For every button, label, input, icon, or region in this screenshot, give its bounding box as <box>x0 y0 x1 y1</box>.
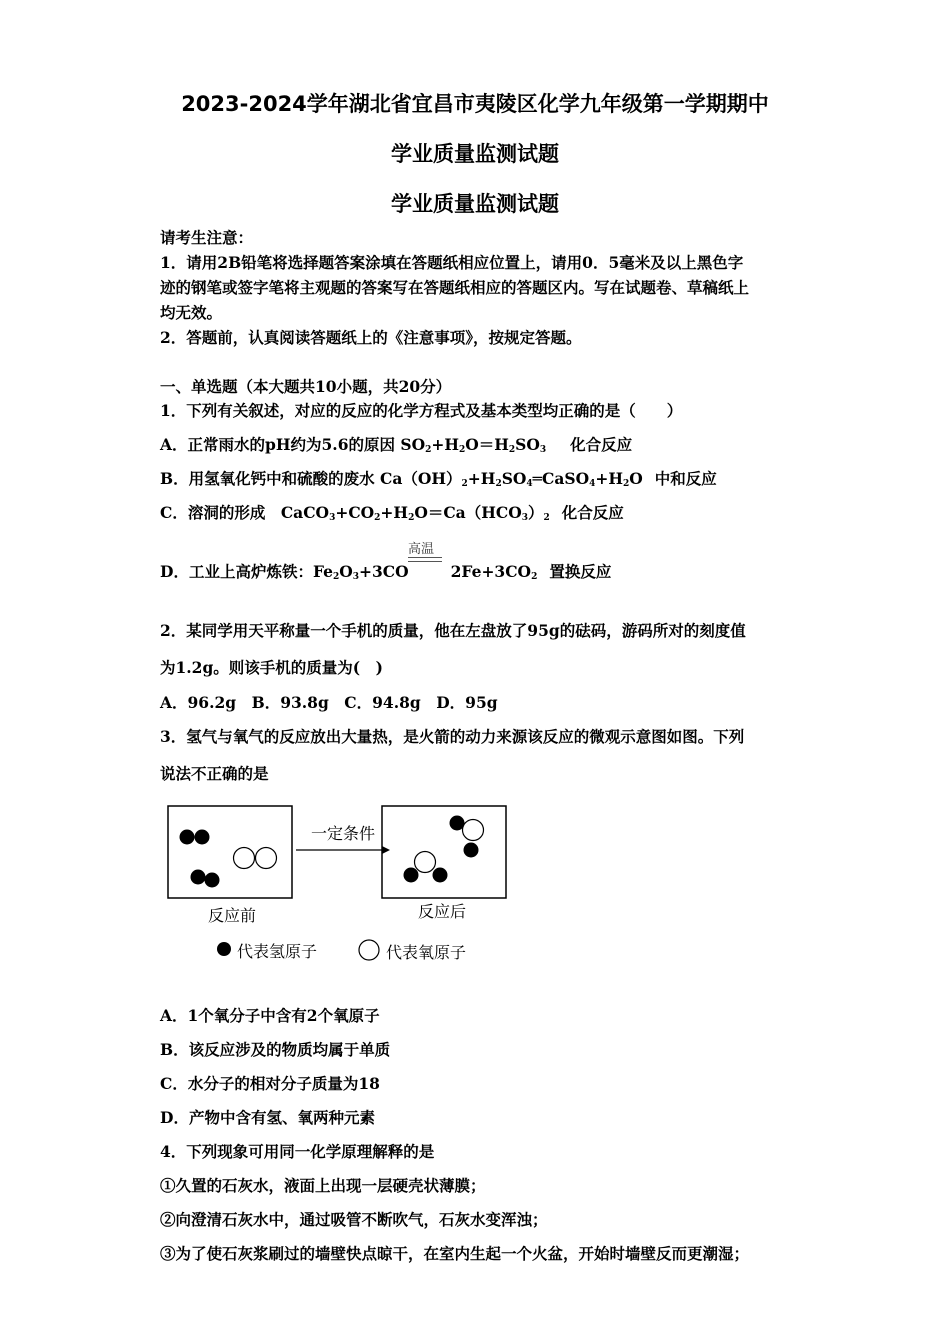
q2-line1: 2．某同学用天平称量一个手机的质量，他在左盘放了95g的砝码，游码所对的刻度值 <box>160 621 746 640</box>
subscript: 3 <box>352 572 360 582</box>
q1-d-part: 2Fe+3CO <box>450 562 532 581</box>
q1-c-type: 化合反应 <box>561 503 624 522</box>
notice-item1-line1: 1．请用2B铅笔将选择题答案涂填在答题纸相应位置上，请用0．5毫米及以上黑色字 <box>160 253 744 272</box>
q1-b-part: ═CaSO <box>532 469 590 488</box>
subscript: 4 <box>526 479 533 489</box>
q1-c-part: ） <box>527 503 544 522</box>
section-heading: 一、单选题（本大题共10小题，共20分） <box>160 377 452 396</box>
subscript: 2 <box>425 445 432 455</box>
q2-options: A．96.2g B．93.8g C．94.8g D．95g <box>160 693 498 712</box>
q3-option-b: B．该反应涉及的物质均属于单质 <box>160 1040 391 1059</box>
hydrogen-atom <box>404 868 419 883</box>
arrow-label: 一定条件 <box>310 824 376 843</box>
hydrogen-atom <box>450 816 465 831</box>
legend-hydrogen: 代表氢原子 <box>237 942 318 961</box>
q1-d-type: 置换反应 <box>549 562 612 581</box>
oxygen-atom <box>415 852 436 873</box>
q1-d-part: O <box>339 562 353 581</box>
after-box <box>382 806 506 898</box>
q4-item3: ③为了使石灰浆刷过的墙壁快点晾干，在室内生起一个火盆，开始时墙壁反而更潮湿； <box>160 1244 750 1263</box>
q1-option-b <box>160 469 717 489</box>
arrow-head <box>382 846 390 854</box>
q3-option-c: C．水分子的相对分子质量为18 <box>160 1074 380 1093</box>
hydrogen-atom <box>180 830 195 845</box>
subscript: 3 <box>329 513 336 523</box>
subscript: 2 <box>408 513 415 523</box>
q1-b-part: O <box>629 469 643 488</box>
subscript: 4 <box>589 479 596 489</box>
hydrogen-atom <box>464 843 479 858</box>
oxygen-atom <box>256 848 277 869</box>
legend-oxygen: 代表氧原子 <box>386 943 467 962</box>
subscript: 2 <box>623 479 630 489</box>
before-label: 反应前 <box>207 906 257 925</box>
q1-b-part: SO <box>501 469 527 488</box>
q1-b-part: +H <box>467 469 496 488</box>
oxygen-atom <box>463 820 484 841</box>
exam-title-line1: 2023-2024学年湖北省宜昌市夷陵区化学九年级第一学期期中 <box>181 92 769 116</box>
q1-option-c <box>160 503 624 523</box>
q1-b-text: B．用氢氧化钙中和硫酸的废水 Ca（OH） <box>160 469 462 488</box>
q1-option-d <box>160 562 611 582</box>
q1-c-part: +CO <box>335 503 375 522</box>
reaction-micro-diagram <box>160 800 540 980</box>
oxygen-legend-icon <box>359 940 379 960</box>
subscript: 2 <box>461 479 468 489</box>
q1-d-text: D．工业上高炉炼铁：Fe <box>160 562 333 581</box>
reaction-condition: 高温 <box>408 542 435 557</box>
subscript: 3 <box>539 445 547 455</box>
subscript: 2 <box>508 445 516 455</box>
q3-line1: 3．氢气与氧气的反应放出大量热，是火箭的动力来源该反应的微观示意图如图。下列 <box>160 727 745 746</box>
hydrogen-atom <box>433 868 448 883</box>
subscript: 3 <box>521 513 528 523</box>
q3-line2: 说法不正确的是 <box>160 764 269 783</box>
q1-c-text: C．溶洞的形成 CaCO <box>160 503 330 522</box>
q1-a-type: 化合反应 <box>570 435 633 454</box>
q3-option-d: D．产物中含有氢、氧两种元素 <box>160 1108 375 1127</box>
subscript: 2 <box>332 572 340 582</box>
after-label: 反应后 <box>417 902 467 921</box>
q4-stem: 4．下列现象可用同一化学原理解释的是 <box>160 1142 435 1161</box>
notice-heading: 请考生注意： <box>160 228 254 247</box>
q1-c-part: +H <box>380 503 409 522</box>
notice-item1-line2: 迹的钢笔或签字笔将主观题的答案写在答题纸相应的答题区内。写在试题卷、草稿纸上 <box>160 278 750 297</box>
notice-item2: 2．答题前，认真阅读答题纸上的《注意事项》，按规定答题。 <box>160 328 582 347</box>
hydrogen-legend-icon <box>217 942 231 956</box>
q1-b-type: 中和反应 <box>654 469 717 488</box>
q1-a-part: O＝H <box>465 435 509 454</box>
exam-title-line2: 学业质量监测试题 <box>391 142 559 166</box>
notice-item1-line3: 均无效。 <box>160 303 223 322</box>
q1-a-text: A．正常雨水的pH约为5.6的原因 SO <box>160 435 426 454</box>
hydrogen-atom <box>191 870 206 885</box>
q4-item2: ②向澄清石灰水中，通过吸管不断吹气，石灰水变浑浊； <box>160 1210 548 1229</box>
exam-title-line3: 学业质量监测试题 <box>391 192 559 216</box>
q1-c-part: O＝Ca（HCO <box>414 503 522 522</box>
q1-option-a <box>160 435 632 455</box>
subscript: 2 <box>543 513 550 523</box>
q1-b-part: +H <box>595 469 623 488</box>
hydrogen-atom <box>205 873 220 888</box>
oxygen-atom <box>234 848 255 869</box>
q3-option-a: A．1个氧分子中含有2个氧原子 <box>160 1006 380 1025</box>
q1-a-part: +H <box>431 435 459 454</box>
hydrogen-atom <box>195 830 210 845</box>
subscript: 2 <box>374 513 381 523</box>
subscript: 2 <box>531 572 538 582</box>
subscript: 2 <box>458 445 466 455</box>
q2-line2: 为1.2g。则该手机的质量为( ) <box>160 658 383 677</box>
q1-d-part: +3CO <box>359 562 409 581</box>
q1-a-part: SO <box>515 435 540 454</box>
q1-stem: 1．下列有关叙述，对应的反应的化学方程式及基本类型均正确的是（ ） <box>160 401 683 420</box>
subscript: 2 <box>495 479 502 489</box>
q4-item1: ①久置的石灰水，液面上出现一层硬壳状薄膜； <box>160 1176 486 1195</box>
